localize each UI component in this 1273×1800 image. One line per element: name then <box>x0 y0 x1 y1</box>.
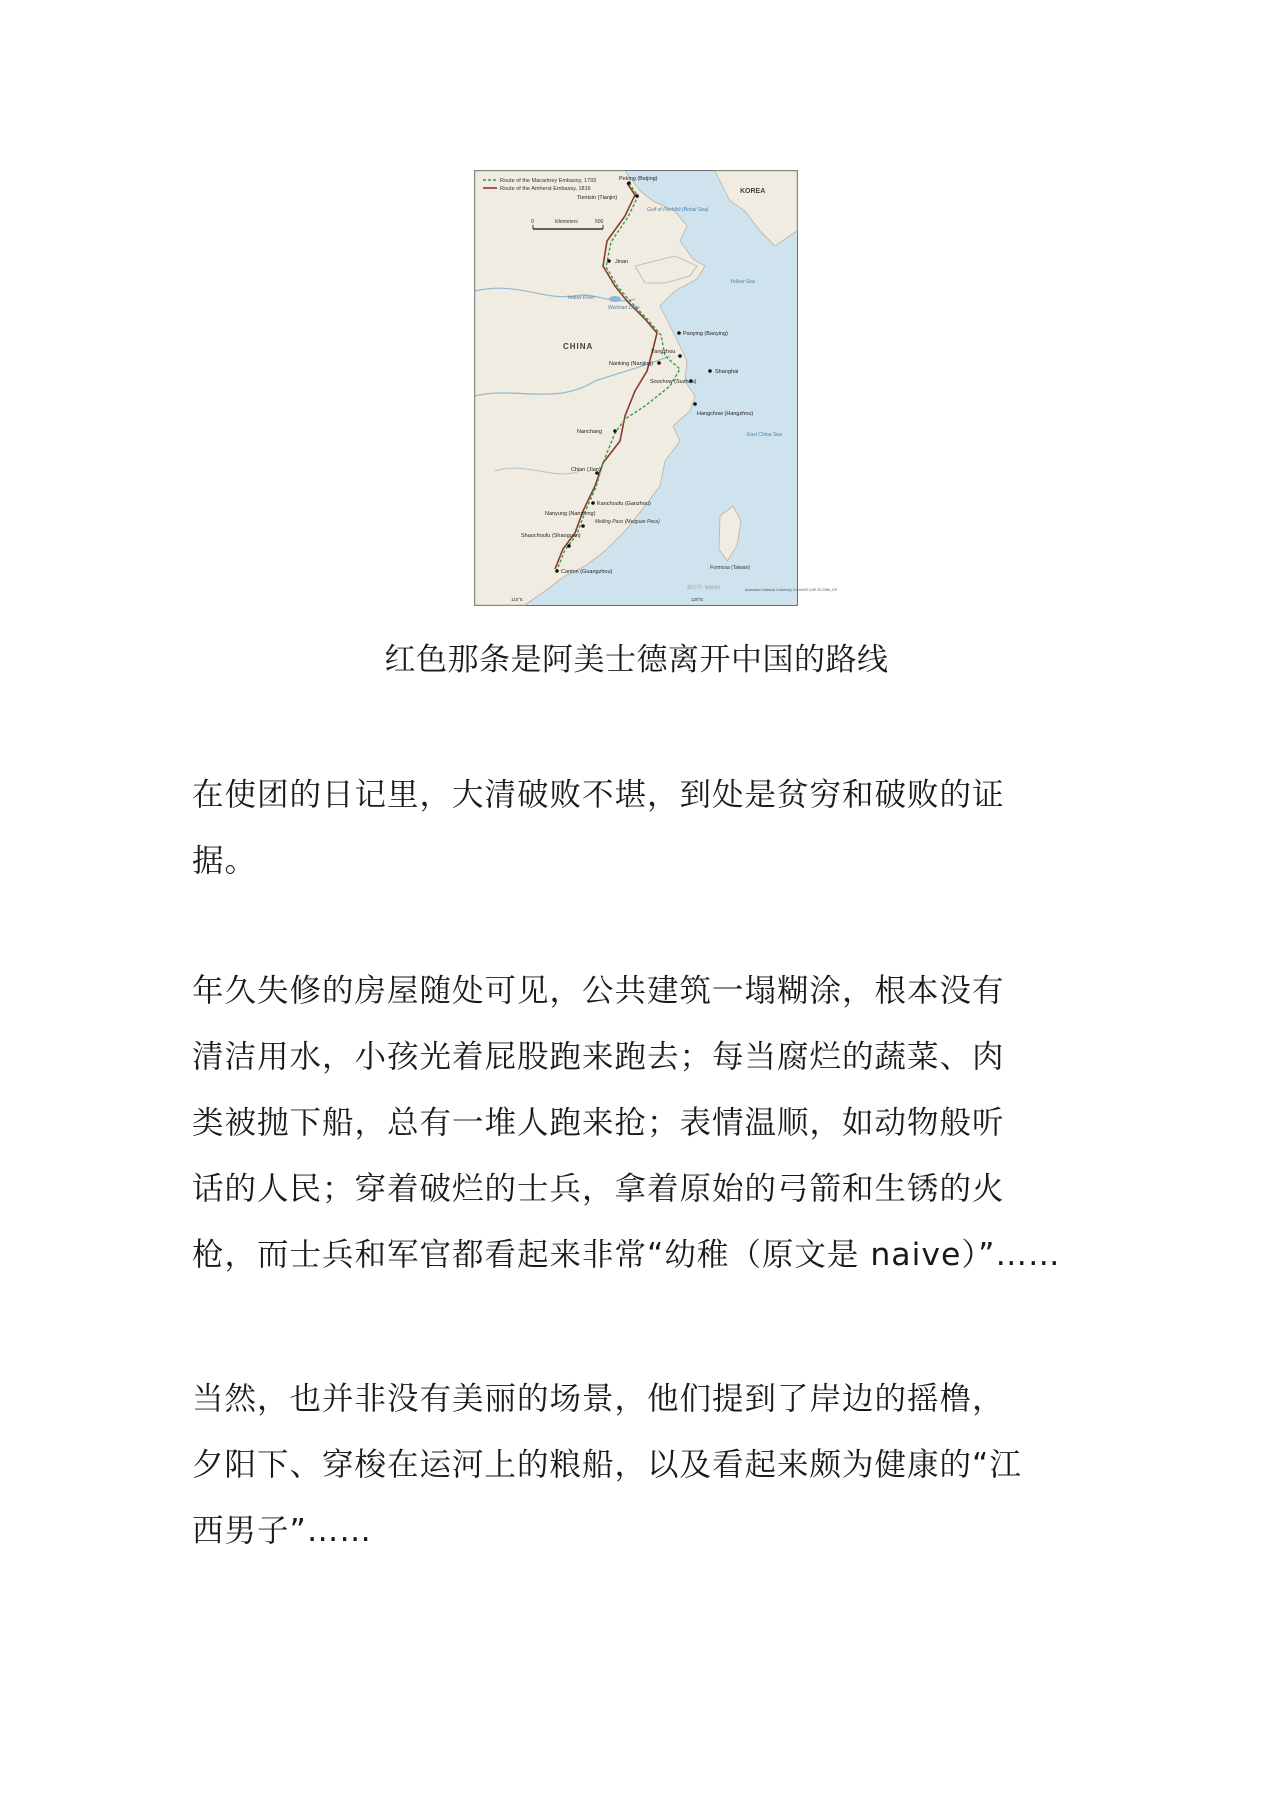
city-dot <box>581 524 585 528</box>
city-nanchang: Nanchang <box>577 429 603 435</box>
yellow-sea-label: Yellow Sea <box>730 279 755 285</box>
city-dot <box>678 354 682 358</box>
korea-label: KOREA <box>740 188 766 195</box>
paragraph-3 <box>192 1366 1092 1564</box>
city-soochow: Soochow (Suzhou) <box>650 379 697 385</box>
city-dot <box>591 501 595 505</box>
legend-amherst: Route of the Amherst Embassy, 1816 <box>500 186 591 192</box>
scale-units: kilometers <box>555 219 578 225</box>
city-shanghai: Shanghai <box>715 369 739 375</box>
city-dot <box>677 331 681 335</box>
city-hangchow: Hangchow (Hangzhou) <box>697 411 754 417</box>
city-dot <box>607 259 611 263</box>
city-dot <box>555 569 559 573</box>
city-nanyung: Nanyung (Nanxiong) <box>545 511 596 517</box>
east-china-sea-label: East China Sea <box>747 432 782 438</box>
city-paoying: Paoying (Baoying) <box>683 331 728 337</box>
city-dot <box>708 369 712 373</box>
city-nanking: Nanking (Nanjing) <box>609 361 654 367</box>
paragraph-line: 西男子”…… <box>192 1513 372 1549</box>
city-yangzhou: Yangzhou <box>651 349 676 355</box>
paragraph-line: 话的人民；穿着破烂的士兵，拿着原始的弓箭和生锈的火 <box>192 1171 1005 1207</box>
weishan-lake <box>609 296 621 302</box>
formosa-label: Formosa (Taiwan) <box>710 565 751 571</box>
city-canton: Canton (Guangzhou) <box>561 569 613 575</box>
city-kanchoufu: Kanchoufu (Ganzhou) <box>597 501 651 507</box>
paragraph-line: 清洁用水，小孩光着屁股跑来跑去；每当腐烂的蔬菜、肉 <box>192 1039 1005 1075</box>
lon-label-2: 120°E <box>691 597 704 602</box>
watermark: 微信号: lishizhi <box>687 585 720 591</box>
city-dot <box>635 194 639 198</box>
paragraph-line: 在使团的日记里，大清破败不堪，到处是贫穷和破败的证 <box>192 777 1005 813</box>
map-caption: 红色那条是阿美士德离开中国的路线 <box>384 642 889 678</box>
weishan-label: Weishan Lake <box>608 305 640 311</box>
city-dot <box>613 429 617 433</box>
city-jinan: Jinan <box>615 259 629 265</box>
gulf-label: Gulf of Pechihli (Bohai Sea) <box>647 207 709 213</box>
legend-macartney: Route of the Macartney Embassy, 1793 <box>500 178 597 184</box>
route-map <box>475 171 838 605</box>
yellow-river-label: Yellow River <box>567 295 595 301</box>
city-dot <box>567 544 571 548</box>
scale-zero: 0 <box>531 219 534 225</box>
paragraph-line: 据。 <box>192 843 258 879</box>
paragraph-line: 当然，也并非没有美丽的场景，他们提到了岸边的摇橹， <box>192 1381 1005 1417</box>
city-tientsin: Tientsin (Tianjin) <box>577 195 618 201</box>
city-shaochoufu: Shaochoufu (Shaoguan) <box>521 533 581 539</box>
paragraph-1 <box>192 762 1092 894</box>
paragraph-line: 夕阳下、穿梭在运河上的粮船，以及看起来颇为健康的“江 <box>192 1447 1022 1483</box>
china-label: CHINA <box>563 342 594 351</box>
paragraph-line: 年久失修的房屋随处可见，公共建筑一塌糊涂，根本没有 <box>192 973 1005 1009</box>
city-chian: Chian (Jian) <box>571 467 601 473</box>
city-dot <box>657 361 661 365</box>
pass-label: Meiling Pass (Meiguan Pass) <box>595 519 660 525</box>
city-dot <box>693 402 697 406</box>
paragraph-line: 枪，而士兵和军官都看起来非常“幼稚（原文是 naive）”…… <box>192 1237 1061 1273</box>
scale-max: 500 <box>595 219 604 225</box>
paragraph-line: 类被抛下船，总有一堆人跑来抢；表情温顺，如动物般听 <box>192 1105 1005 1141</box>
map-credit: Australian National University CartoGIS CAP 20-298e_KP <box>745 588 838 592</box>
paragraph-2 <box>192 958 1092 1288</box>
route-map-image <box>474 170 838 606</box>
lon-label-1: 115°E <box>511 597 523 602</box>
city-peking: Peking (Beijing) <box>619 176 658 182</box>
